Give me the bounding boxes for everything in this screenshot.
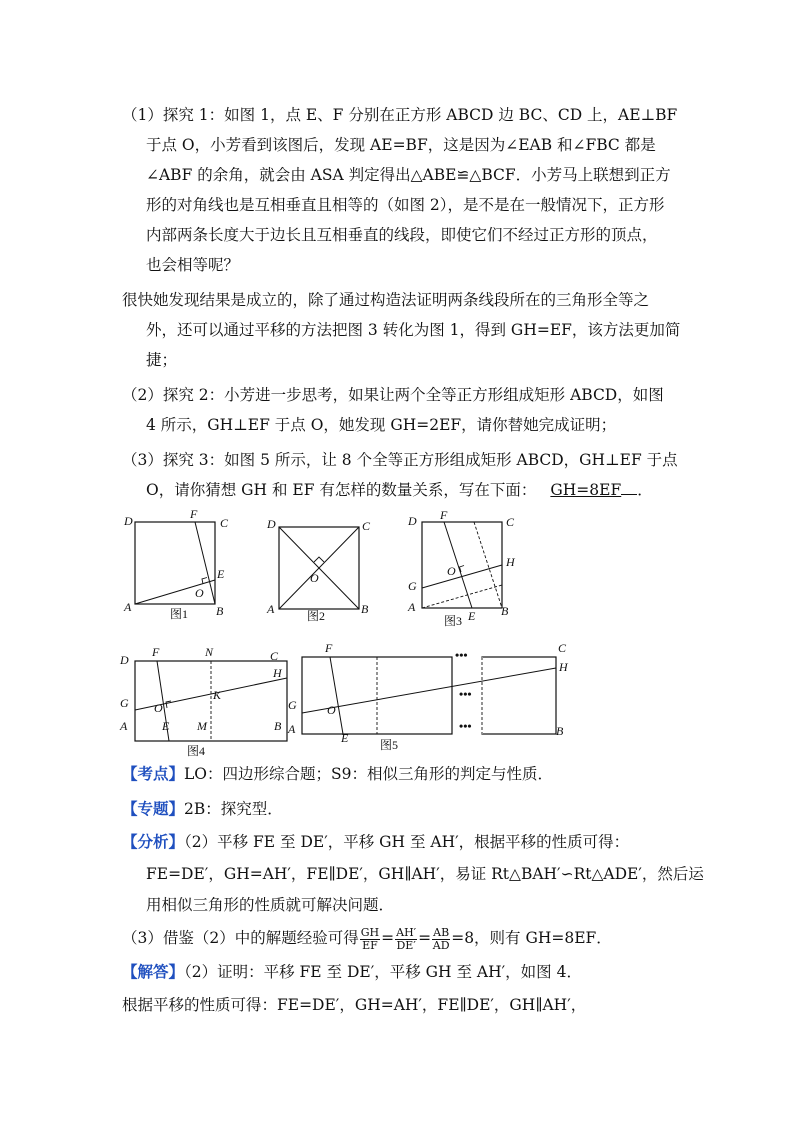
fig4-label-o: O [154,701,163,715]
fig1-label-o: O [195,586,204,600]
para1-line1: （1）探究 1：如图 1，点 E、F 分别在正方形 ABCD 边 BC、CD 上，AE⊥BF [122,106,678,124]
para2-line2: 外，还可以通过平移的方法把图 3 转化为图 1，得到 GH=EF，该方法更加简 [146,321,681,339]
figure-5 [285,635,575,753]
para1-line3: ∠ABF 的余角，就会由 ASA 判定得出△ABE≌△BCF．小芳马上联想到正方 [146,166,671,184]
fig3-label-e: E [468,609,476,623]
figure-3 [398,508,528,628]
fig1-label-c: C [220,516,229,530]
fig3-label-f: F [440,508,448,522]
fenxi-line1 [122,830,629,854]
fig3-label-d: D [408,514,417,528]
fig5-label-h: H [559,660,568,674]
para4-line2-post: ． [637,481,653,499]
fig5-label-f: F [325,641,333,655]
fenxi-line4-pre: （3）借鉴（2）中的解题经验可得 [122,929,359,947]
para2-line3: 捷； [146,351,178,369]
fig3-label-g: G [408,579,417,593]
fig1-label-b: B [216,604,224,618]
para1-line6: 也会相等呢？ [146,256,240,274]
fig3-dashed-bf [474,522,502,608]
fig4-label-d: D [120,653,129,667]
fig4-label-k: K [213,688,222,702]
fig5-ellipsis-top: ••• [455,648,468,662]
fig5-label-o: O [327,703,336,717]
fig4-caption: 图4 [187,744,206,758]
kaodian-line [122,762,553,786]
fig1-label-a: A [124,600,132,614]
para4-line2 [146,478,653,502]
para4-line1: （3）探究 3：如图 5 所示，让 8 个全等正方形组成矩形 ABCD，GH⊥EF 于点 [122,451,678,469]
fig3-label-b: B [501,604,509,618]
fig1-caption: 图1 [170,607,189,621]
fig5-ellipsis-middle: ••• [459,687,472,701]
jieda-line2: 根据平移的性质可得：FE=DE′，GH=AH′，FE∥DE′，GH∥AH′， [122,996,587,1014]
para2-line1: 很快她发现结果是成立的，除了通过构造法证明两条线段所在的三角形全等之 [122,291,650,309]
fig5-segment-ef [330,657,343,734]
fig3-dashed-ae [422,585,502,608]
fig2-label-c: C [362,519,371,533]
answer-gh-8ef: GH=8EF [550,481,622,499]
fig5-ellipsis-bottom: ••• [459,719,472,733]
figure-1 [118,505,238,625]
fig4-label-a: A [120,719,128,733]
fenxi-tag: 【分析】 [122,832,185,851]
zhuanti-tag: 【专题】 [122,799,185,818]
fraction-ah-de: $\frac{AH'}{DE'}$ [396,925,417,952]
para4-line2-pre: O，请你猜想 GH 和 EF 有怎样的数量关系，写在下面： [146,481,537,499]
fig4-right-angle-mark [166,701,171,708]
jieda-line1 [122,960,582,984]
fig5-right-rectangle [482,657,556,734]
fig5-label-g: G [288,698,297,712]
fig2-caption: 图2 [307,609,326,623]
fig4-label-n: N [205,645,214,659]
fig3-label-a: A [408,600,416,614]
fig3-segment-gh [422,565,502,588]
fig5-label-b: B [556,724,564,738]
fenxi-line4-post: =8，则有 GH=8EF． [451,929,612,947]
para1-line5: 内部两条长度大于边长且互相垂直的线段，即使它们不经过正方形的顶点， [146,226,658,244]
fig4-label-c: C [270,649,279,663]
fig5-label-e: E [341,731,349,745]
fenxi-line4: （3）借鉴（2）中的解题经验可得 $\frac{GH}{EF}$ = $\frac{AH'}{DE'}$ = $\frac{AB}{AD}$ =8，则有 GH=8EF． [122,925,612,952]
fig5-label-c: C [558,641,567,655]
fenxi-line3: 用相似三角形的性质就可解决问题． [146,896,395,914]
fig3-label-o: O [447,564,456,578]
fig1-label-f: F [190,507,198,521]
fig4-label-e: E [162,719,170,733]
jieda-tag: 【解答】 [122,962,185,981]
para1-line4: 形的对角线也是互相垂直且相等的（如图 2），是不是在一般情况下，正方形 [146,196,665,214]
zhuanti-line [122,797,283,821]
fig2-label-a: A [267,602,275,616]
fig2-right-angle-mark [314,557,324,562]
kaodian-text: LO：四边形综合题；S9：相似三角形的判定与性质． [184,765,553,783]
fig2-label-b: B [361,602,369,616]
fig1-label-d: D [124,514,133,528]
zhuanti-text: 2B：探究型． [184,800,283,818]
fig5-caption: 图5 [380,738,399,752]
kaodian-tag: 【考点】 [122,764,185,783]
fig1-label-e: E [217,567,225,581]
fraction-ab-ad: $\frac{AB}{AD}$ [432,925,450,952]
fenxi-line1-text: （2）平移 FE 至 DE′，平移 GH 至 AH′，根据平移的性质可得： [184,833,630,851]
fig5-segment-gh [302,668,556,713]
para1-line2: 于点 O，小芳看到该图后，发现 AE=BF，这是因为∠EAB 和∠FBC 都是 [146,136,656,154]
fig4-label-f: F [152,645,160,659]
figure-4 [115,640,295,760]
fig3-label-h: H [506,555,515,569]
fig3-square [422,522,502,608]
fig2-label-d: D [267,517,276,531]
fenxi-line2: FE=DE′，GH=AH′，FE∥DE′，GH∥AH′，易证 Rt△BAH′∽Rt△ADE′，然后运 [146,865,704,883]
para3-line2: 4 所示，GH⊥EF 于点 O，她发现 GH=2EF，请你替她完成证明； [146,416,617,434]
fraction-gh-ef: $\frac{GH}{EF}$ [360,925,380,952]
fig3-label-c: C [506,515,515,529]
para3-line1: （2）探究 2：小芳进一步思考，如果让两个全等正方形组成矩形 ABCD，如图 [122,386,664,404]
fig4-label-m: M [197,719,207,733]
fig4-label-h: H [273,666,282,680]
fig3-caption: 图3 [444,614,463,628]
fig4-label-b: B [274,719,282,733]
fig4-label-g: G [120,696,129,710]
figure-2 [262,510,382,625]
jieda-line1-text: （2）证明：平移 FE 至 DE′，平移 GH 至 AH′，如图 4． [184,963,582,981]
fig5-label-a: A [288,722,296,736]
fig2-label-o: O [310,571,319,585]
